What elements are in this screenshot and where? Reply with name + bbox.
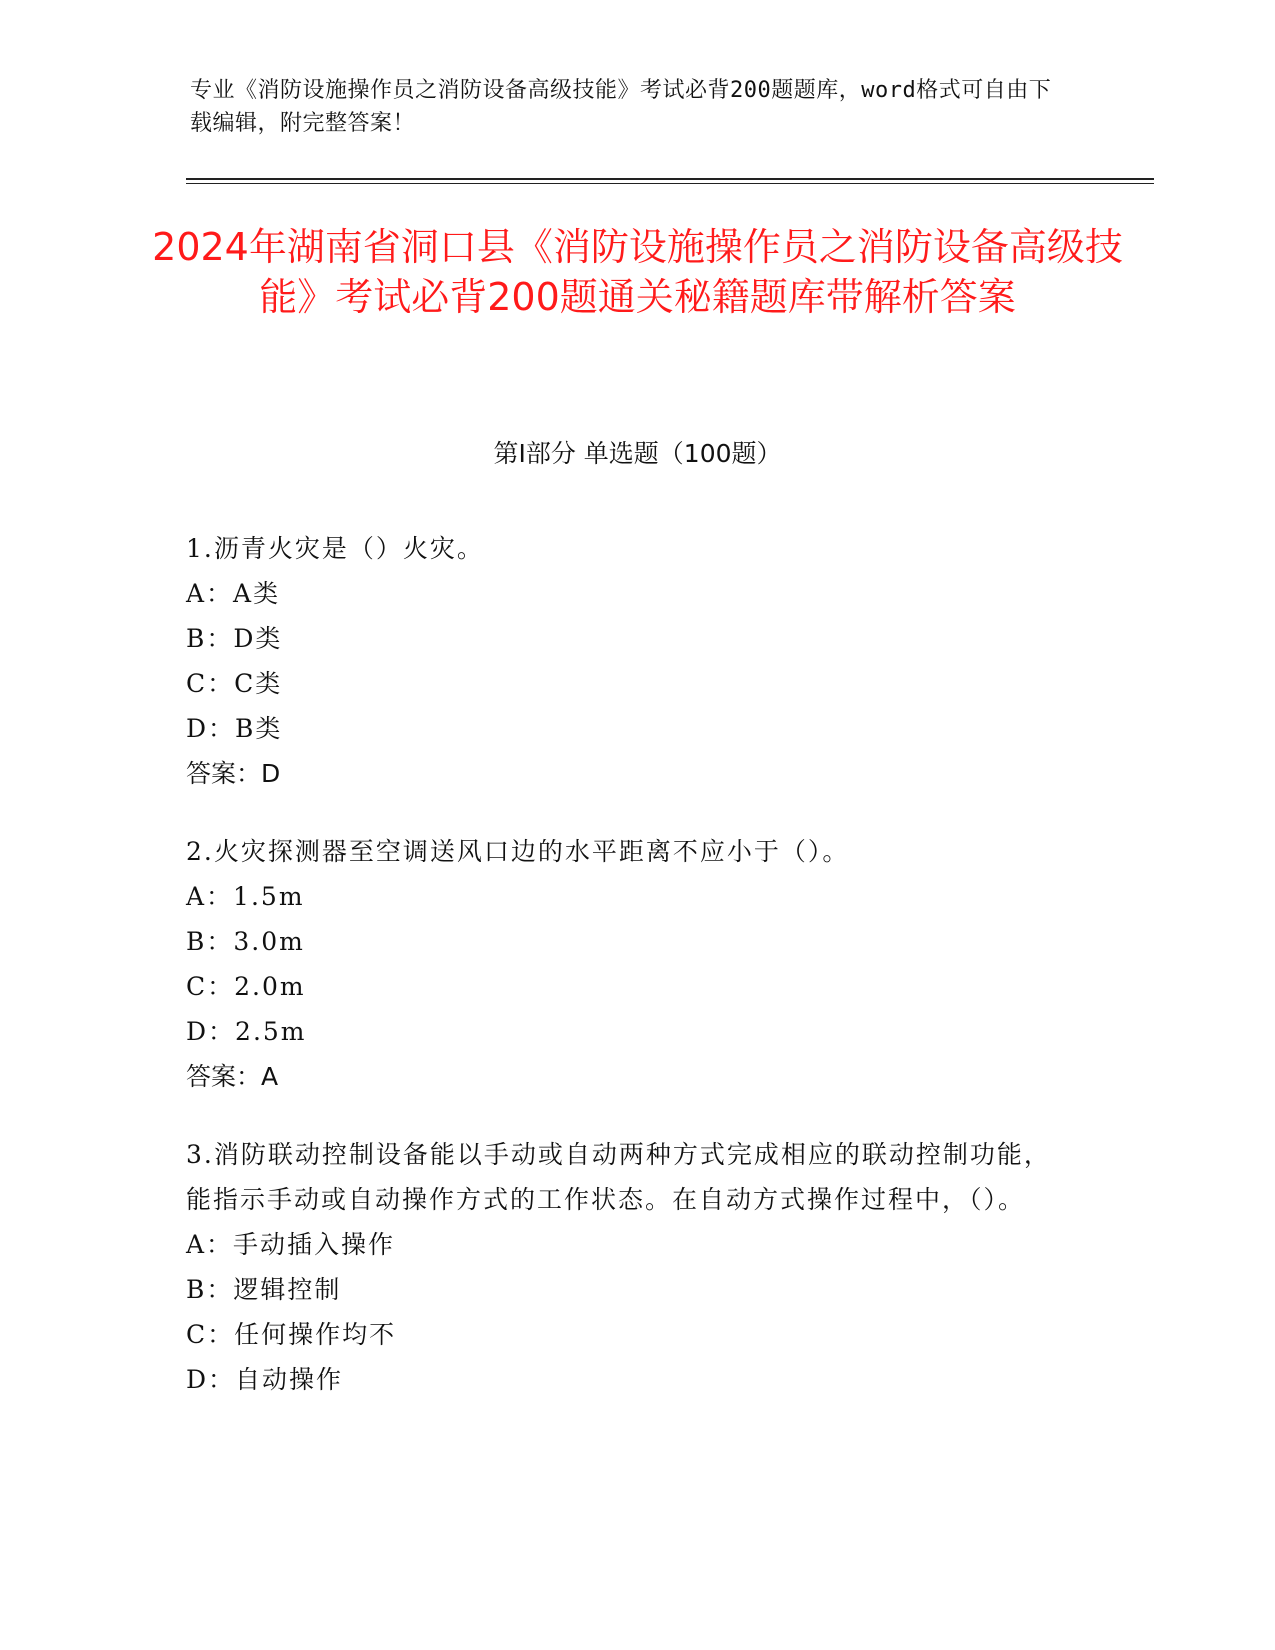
header-note: 专业《消防设施操作员之消防设备高级技能》考试必背200题题库，word格式可自由下载编辑，附完整答案！ (190, 78, 1052, 136)
answer-line: 答案：A (186, 1062, 279, 1091)
question-2 (186, 829, 1066, 1099)
question-3 (186, 1132, 1066, 1402)
option-c: C：2.0m (186, 972, 306, 1001)
header-divider-thick (186, 178, 1154, 180)
option-b: B：3.0m (186, 927, 305, 956)
option-a: A：手动插入操作 (186, 1230, 396, 1259)
section-title: 第I部分 单选题（100题） (493, 439, 782, 468)
option-d: D：自动操作 (186, 1365, 344, 1394)
option-c: C：C类 (186, 669, 283, 698)
question-stem: 2.火灾探测器至空调送风口边的水平距离不应小于（）。 (186, 837, 850, 866)
option-d: D：B类 (186, 714, 283, 743)
option-a: A：A类 (186, 579, 281, 608)
question-stem: 3.消防联动控制设备能以手动或自动两种方式完成相应的联动控制功能，能指示手动或自动操作方式的工作状态。在自动方式操作过程中，（）。 (186, 1140, 1051, 1214)
header-divider-thin (186, 183, 1154, 184)
option-a: A：1.5m (186, 882, 305, 911)
option-c: C：任何操作均不 (186, 1320, 397, 1349)
question-1 (186, 526, 1066, 796)
option-b: B：逻辑控制 (186, 1275, 342, 1304)
question-stem: 1.沥青火灾是（）火灾。 (186, 534, 484, 563)
option-b: B：D类 (186, 624, 283, 653)
option-d: D：2.5m (186, 1017, 307, 1046)
question-list (186, 526, 1066, 1435)
answer-line: 答案：D (186, 759, 281, 788)
document-title: 2024年湖南省洞口县《消防设施操作员之消防设备高级技能》考试必背200题通关秘籍题库带解析答案 (152, 225, 1123, 319)
